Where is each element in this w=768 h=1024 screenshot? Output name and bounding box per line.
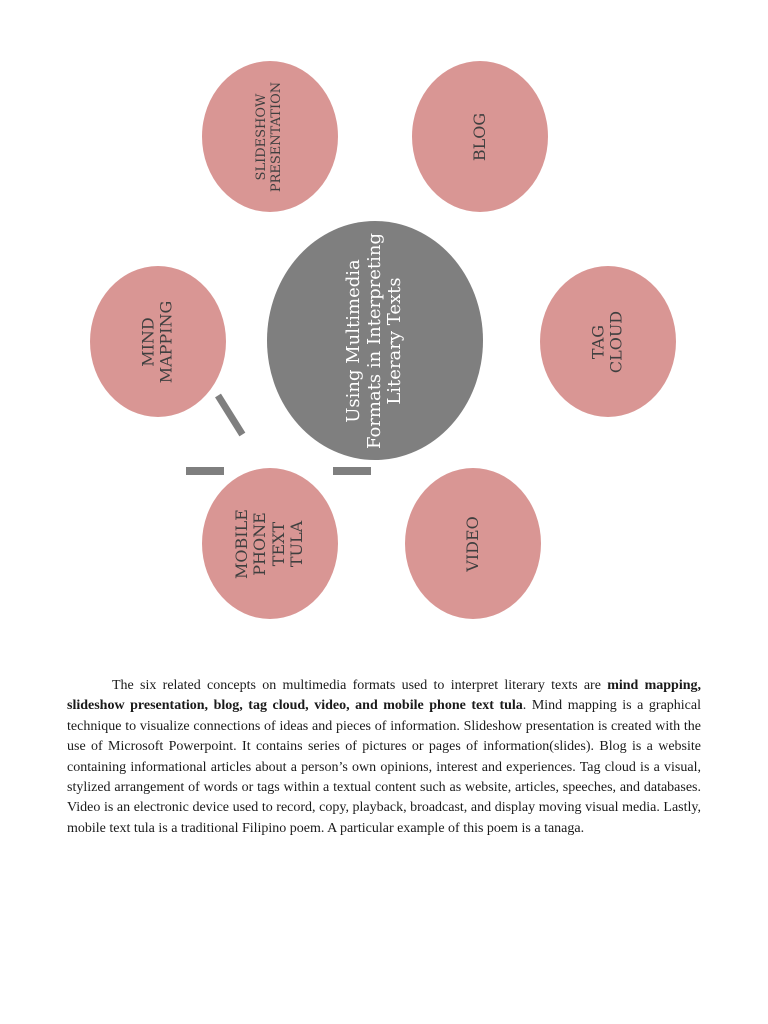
- node-label: TAG CLOUD: [588, 310, 626, 373]
- paragraph-rest: . Mind mapping is a graphical technique to visualize connections of ideas and pieces of information. Slideshow presentation is created with the use of Microsoft Powerpoint. It contains series of pictures or pages of information(slides). Blog is a website containing informational articles about a person’s own opinions, interest and experiences. Tag cloud is a visual, stylized arrangement of words or tags within a textual content such as website, articles, speeches, and databases. Video is an electronic device used to record, copy, playback, broadcast, and display moving visual media. Lastly, mobile text tula is a traditional Filipino poem. A particular example of this poem is a tanaga.: [67, 698, 701, 836]
- connector-mobile-left: [186, 467, 224, 475]
- description-paragraph: [67, 676, 701, 839]
- node-label: MIND MAPPING: [138, 300, 176, 383]
- connector-mind-mapping: [215, 394, 245, 437]
- paragraph-intro: The six related concepts on multimedia formats used to interpret literary texts are: [112, 678, 608, 693]
- node-label: VIDEO: [462, 515, 482, 572]
- node-label: BLOG: [469, 112, 489, 161]
- node-tag-cloud: [540, 266, 676, 417]
- paragraph-bold-terms: mind mapping, slideshow presentation, blog, tag cloud, video, and mobile phone text tula: [67, 678, 701, 714]
- node-label: SLIDESHOW PRESENTATION: [254, 81, 284, 192]
- node-slideshow-presentation: [202, 61, 338, 212]
- center-node-label: Using Multimedia Formats in Interpreting Literary Texts: [342, 232, 406, 449]
- node-blog: [412, 61, 548, 212]
- center-node: [267, 221, 483, 460]
- node-mind-mapping: [90, 266, 226, 417]
- node-mobile-phone-text-tula: [202, 468, 338, 619]
- connector-mobile-right: [333, 467, 371, 475]
- node-label: MOBILE PHONE TEXT TULA: [232, 508, 307, 579]
- node-video: [405, 468, 541, 619]
